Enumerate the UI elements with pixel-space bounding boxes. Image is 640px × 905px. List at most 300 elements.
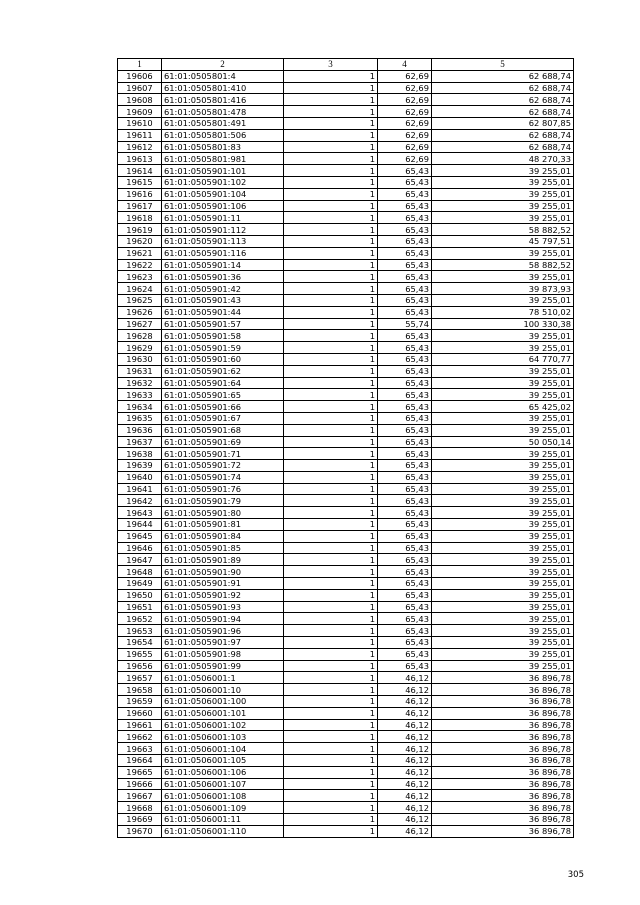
count-cell: 1 — [284, 342, 378, 354]
value-cell: 50 050,14 — [432, 436, 574, 448]
count-cell: 1 — [284, 578, 378, 590]
table-row — [118, 719, 574, 731]
cadastral-number-cell: 61:01:0505901:67 — [162, 412, 284, 424]
cadastral-number-cell: 61:01:0505901:85 — [162, 542, 284, 554]
rate-cell: 62,69 — [378, 153, 432, 165]
count-cell: 1 — [284, 530, 378, 542]
cadastral-number-cell: 61:01:0505901:44 — [162, 306, 284, 318]
count-cell: 1 — [284, 318, 378, 330]
row-number-cell: 19644 — [118, 519, 162, 531]
row-number-cell: 19654 — [118, 637, 162, 649]
count-cell: 1 — [284, 70, 378, 82]
rate-cell: 65,43 — [378, 342, 432, 354]
row-number-cell: 19665 — [118, 766, 162, 778]
rate-cell: 46,12 — [378, 755, 432, 767]
table-body — [118, 59, 574, 838]
row-number-cell: 19621 — [118, 247, 162, 259]
value-cell: 100 330,38 — [432, 318, 574, 330]
row-number-cell: 19633 — [118, 389, 162, 401]
column-header-5: 5 — [432, 59, 574, 71]
value-cell: 62 688,74 — [432, 106, 574, 118]
row-number-cell: 19608 — [118, 94, 162, 106]
row-number-cell: 19641 — [118, 483, 162, 495]
value-cell: 36 896,78 — [432, 731, 574, 743]
rate-cell: 62,69 — [378, 141, 432, 153]
cadastral-number-cell: 61:01:0505901:98 — [162, 648, 284, 660]
value-cell: 39 255,01 — [432, 519, 574, 531]
cadastral-number-cell: 61:01:0505901:106 — [162, 200, 284, 212]
value-cell: 39 255,01 — [432, 542, 574, 554]
count-cell: 1 — [284, 566, 378, 578]
table-row — [118, 401, 574, 413]
table-row — [118, 731, 574, 743]
value-cell: 36 896,78 — [432, 814, 574, 826]
row-number-cell: 19670 — [118, 825, 162, 837]
count-cell: 1 — [284, 554, 378, 566]
count-cell: 1 — [284, 412, 378, 424]
count-cell: 1 — [284, 365, 378, 377]
count-cell: 1 — [284, 377, 378, 389]
row-number-cell: 19635 — [118, 412, 162, 424]
value-cell: 36 896,78 — [432, 684, 574, 696]
count-cell: 1 — [284, 696, 378, 708]
count-cell: 1 — [284, 448, 378, 460]
row-number-cell: 19667 — [118, 790, 162, 802]
value-cell: 39 255,01 — [432, 389, 574, 401]
count-cell: 1 — [284, 672, 378, 684]
rate-cell: 65,43 — [378, 613, 432, 625]
cadastral-number-cell: 61:01:0505901:66 — [162, 401, 284, 413]
rate-cell: 65,43 — [378, 247, 432, 259]
row-number-cell: 19636 — [118, 424, 162, 436]
cadastral-number-cell: 61:01:0505901:91 — [162, 578, 284, 590]
rate-cell: 65,43 — [378, 436, 432, 448]
value-cell: 39 255,01 — [432, 200, 574, 212]
table-row — [118, 271, 574, 283]
rate-cell: 65,43 — [378, 424, 432, 436]
cadastral-number-cell: 61:01:0505901:92 — [162, 589, 284, 601]
table-row — [118, 637, 574, 649]
row-number-cell: 19662 — [118, 731, 162, 743]
rate-cell: 46,12 — [378, 766, 432, 778]
value-cell: 36 896,78 — [432, 743, 574, 755]
cadastral-number-cell: 61:01:0505901:36 — [162, 271, 284, 283]
count-cell: 1 — [284, 306, 378, 318]
rate-cell: 46,12 — [378, 719, 432, 731]
table-row — [118, 94, 574, 106]
count-cell: 1 — [284, 471, 378, 483]
table-row — [118, 648, 574, 660]
count-cell: 1 — [284, 519, 378, 531]
row-number-cell: 19626 — [118, 306, 162, 318]
rate-cell: 62,69 — [378, 129, 432, 141]
row-number-cell: 19661 — [118, 719, 162, 731]
rate-cell: 65,43 — [378, 176, 432, 188]
cadastral-number-cell: 61:01:0506001:106 — [162, 766, 284, 778]
cadastral-number-cell: 61:01:0505901:65 — [162, 389, 284, 401]
count-cell: 1 — [284, 731, 378, 743]
cadastral-number-cell: 61:01:0505901:64 — [162, 377, 284, 389]
row-number-cell: 19647 — [118, 554, 162, 566]
count-cell: 1 — [284, 719, 378, 731]
value-cell: 39 255,01 — [432, 247, 574, 259]
value-cell: 58 882,52 — [432, 224, 574, 236]
cadastral-number-cell: 61:01:0505801:83 — [162, 141, 284, 153]
cadastral-number-cell: 61:01:0506001:102 — [162, 719, 284, 731]
table-row — [118, 448, 574, 460]
rate-cell: 65,43 — [378, 660, 432, 672]
value-cell: 78 510,02 — [432, 306, 574, 318]
cadastral-number-cell: 61:01:0506001:107 — [162, 778, 284, 790]
row-number-cell: 19650 — [118, 589, 162, 601]
value-cell: 39 255,01 — [432, 460, 574, 472]
cadastral-number-cell: 61:01:0505901:81 — [162, 519, 284, 531]
cadastral-number-cell: 61:01:0505901:76 — [162, 483, 284, 495]
table-row — [118, 424, 574, 436]
row-number-cell: 19648 — [118, 566, 162, 578]
table-row — [118, 613, 574, 625]
value-cell: 39 255,01 — [432, 601, 574, 613]
cadastral-number-cell: 61:01:0506001:11 — [162, 814, 284, 826]
rate-cell: 65,43 — [378, 188, 432, 200]
value-cell: 39 255,01 — [432, 412, 574, 424]
value-cell: 39 255,01 — [432, 554, 574, 566]
table-row — [118, 460, 574, 472]
value-cell: 45 797,51 — [432, 235, 574, 247]
table-row — [118, 660, 574, 672]
value-cell: 62 688,74 — [432, 129, 574, 141]
value-cell: 39 255,01 — [432, 495, 574, 507]
count-cell: 1 — [284, 436, 378, 448]
table-row — [118, 283, 574, 295]
cadastral-number-cell: 61:01:0505901:59 — [162, 342, 284, 354]
table-row — [118, 589, 574, 601]
rate-cell: 62,69 — [378, 106, 432, 118]
value-cell: 36 896,78 — [432, 825, 574, 837]
rate-cell: 62,69 — [378, 117, 432, 129]
rate-cell: 65,43 — [378, 283, 432, 295]
count-cell: 1 — [284, 483, 378, 495]
row-number-cell: 19649 — [118, 578, 162, 590]
cadastral-number-cell: 61:01:0505901:93 — [162, 601, 284, 613]
rate-cell: 65,43 — [378, 389, 432, 401]
cadastral-number-cell: 61:01:0505801:478 — [162, 106, 284, 118]
value-cell: 39 255,01 — [432, 625, 574, 637]
count-cell: 1 — [284, 601, 378, 613]
cadastral-number-cell: 61:01:0506001:104 — [162, 743, 284, 755]
row-number-cell: 19627 — [118, 318, 162, 330]
row-number-cell: 19620 — [118, 235, 162, 247]
row-number-cell: 19625 — [118, 294, 162, 306]
count-cell: 1 — [284, 637, 378, 649]
cadastral-number-cell: 61:01:0505901:11 — [162, 212, 284, 224]
rate-cell: 65,43 — [378, 625, 432, 637]
count-cell: 1 — [284, 755, 378, 767]
count-cell: 1 — [284, 424, 378, 436]
rate-cell: 65,43 — [378, 401, 432, 413]
count-cell: 1 — [284, 802, 378, 814]
cadastral-number-cell: 61:01:0505901:74 — [162, 471, 284, 483]
row-number-cell: 19638 — [118, 448, 162, 460]
cadastral-number-cell: 61:01:0505901:68 — [162, 424, 284, 436]
value-cell: 39 255,01 — [432, 530, 574, 542]
count-cell: 1 — [284, 129, 378, 141]
rate-cell: 65,43 — [378, 200, 432, 212]
value-cell: 39 255,01 — [432, 365, 574, 377]
cadastral-number-cell: 61:01:0505901:116 — [162, 247, 284, 259]
table-row — [118, 519, 574, 531]
row-number-cell: 19629 — [118, 342, 162, 354]
table-row — [118, 825, 574, 837]
row-number-cell: 19666 — [118, 778, 162, 790]
count-cell: 1 — [284, 707, 378, 719]
count-cell: 1 — [284, 224, 378, 236]
rate-cell: 65,43 — [378, 542, 432, 554]
rate-cell: 46,12 — [378, 790, 432, 802]
value-cell: 62 688,74 — [432, 141, 574, 153]
cadastral-number-cell: 61:01:0506001:105 — [162, 755, 284, 767]
rate-cell: 65,43 — [378, 412, 432, 424]
table-row — [118, 247, 574, 259]
count-cell: 1 — [284, 200, 378, 212]
rate-cell: 65,43 — [378, 448, 432, 460]
table-row — [118, 365, 574, 377]
row-number-cell: 19631 — [118, 365, 162, 377]
rate-cell: 65,43 — [378, 235, 432, 247]
count-cell: 1 — [284, 648, 378, 660]
cadastral-number-cell: 61:01:0505901:58 — [162, 330, 284, 342]
cadastral-number-cell: 61:01:0505901:97 — [162, 637, 284, 649]
rate-cell: 46,12 — [378, 684, 432, 696]
row-number-cell: 19651 — [118, 601, 162, 613]
row-number-cell: 19669 — [118, 814, 162, 826]
cadastral-number-cell: 61:01:0505801:491 — [162, 117, 284, 129]
table-row — [118, 377, 574, 389]
row-number-cell: 19663 — [118, 743, 162, 755]
cadastral-number-cell: 61:01:0505901:96 — [162, 625, 284, 637]
table-row — [118, 471, 574, 483]
value-cell: 39 255,01 — [432, 424, 574, 436]
value-cell: 48 270,33 — [432, 153, 574, 165]
count-cell: 1 — [284, 460, 378, 472]
value-cell: 36 896,78 — [432, 778, 574, 790]
rate-cell: 65,43 — [378, 306, 432, 318]
rate-cell: 65,43 — [378, 460, 432, 472]
count-cell: 1 — [284, 542, 378, 554]
table-row — [118, 755, 574, 767]
rate-cell: 46,12 — [378, 696, 432, 708]
row-number-cell: 19664 — [118, 755, 162, 767]
value-cell: 36 896,78 — [432, 766, 574, 778]
rate-cell: 65,43 — [378, 330, 432, 342]
cadastral-number-cell: 61:01:0505801:410 — [162, 82, 284, 94]
rate-cell: 65,43 — [378, 365, 432, 377]
value-cell: 36 896,78 — [432, 802, 574, 814]
row-number-cell: 19659 — [118, 696, 162, 708]
table-row — [118, 802, 574, 814]
rate-cell: 65,43 — [378, 637, 432, 649]
rate-cell: 65,43 — [378, 224, 432, 236]
table-row — [118, 578, 574, 590]
value-cell: 39 255,01 — [432, 566, 574, 578]
rate-cell: 46,12 — [378, 743, 432, 755]
row-number-cell: 19622 — [118, 259, 162, 271]
count-cell: 1 — [284, 684, 378, 696]
row-number-cell: 19619 — [118, 224, 162, 236]
value-cell: 39 255,01 — [432, 471, 574, 483]
rate-cell: 46,12 — [378, 707, 432, 719]
value-cell: 39 255,01 — [432, 578, 574, 590]
rate-cell: 65,43 — [378, 271, 432, 283]
column-header-4: 4 — [378, 59, 432, 71]
cadastral-number-cell: 61:01:0506001:1 — [162, 672, 284, 684]
cadastral-number-cell: 61:01:0505901:89 — [162, 554, 284, 566]
table-row — [118, 766, 574, 778]
table-row — [118, 353, 574, 365]
value-cell: 39 873,93 — [432, 283, 574, 295]
cadastral-number-cell: 61:01:0505901:99 — [162, 660, 284, 672]
rate-cell: 65,43 — [378, 294, 432, 306]
row-number-cell: 19613 — [118, 153, 162, 165]
value-cell: 39 255,01 — [432, 212, 574, 224]
table-row — [118, 188, 574, 200]
value-cell: 39 255,01 — [432, 342, 574, 354]
row-number-cell: 19634 — [118, 401, 162, 413]
value-cell: 39 255,01 — [432, 660, 574, 672]
row-number-cell: 19643 — [118, 507, 162, 519]
cadastral-number-cell: 61:01:0505901:62 — [162, 365, 284, 377]
value-cell: 39 255,01 — [432, 448, 574, 460]
rate-cell: 65,43 — [378, 471, 432, 483]
cadastral-number-cell: 61:01:0505901:69 — [162, 436, 284, 448]
rate-cell: 55,74 — [378, 318, 432, 330]
rate-cell: 46,12 — [378, 802, 432, 814]
row-number-cell: 19612 — [118, 141, 162, 153]
rate-cell: 65,43 — [378, 377, 432, 389]
row-number-cell: 19639 — [118, 460, 162, 472]
table-row — [118, 212, 574, 224]
table-row — [118, 778, 574, 790]
value-cell: 39 255,01 — [432, 637, 574, 649]
row-number-cell: 19616 — [118, 188, 162, 200]
table-row — [118, 389, 574, 401]
table-row — [118, 200, 574, 212]
rate-cell: 65,43 — [378, 212, 432, 224]
table-row — [118, 224, 574, 236]
cadastral-number-cell: 61:01:0505801:981 — [162, 153, 284, 165]
row-number-cell: 19630 — [118, 353, 162, 365]
count-cell: 1 — [284, 825, 378, 837]
count-cell: 1 — [284, 212, 378, 224]
value-cell: 58 882,52 — [432, 259, 574, 271]
count-cell: 1 — [284, 507, 378, 519]
value-cell: 62 688,74 — [432, 70, 574, 82]
rate-cell: 65,43 — [378, 554, 432, 566]
rate-cell: 65,43 — [378, 519, 432, 531]
row-number-cell: 19618 — [118, 212, 162, 224]
rate-cell: 65,43 — [378, 578, 432, 590]
row-number-cell: 19637 — [118, 436, 162, 448]
cadastral-number-cell: 61:01:0505901:113 — [162, 235, 284, 247]
cadastral-number-cell: 61:01:0506001:103 — [162, 731, 284, 743]
count-cell: 1 — [284, 94, 378, 106]
row-number-cell: 19617 — [118, 200, 162, 212]
row-number-cell: 19606 — [118, 70, 162, 82]
count-cell: 1 — [284, 106, 378, 118]
value-cell: 36 896,78 — [432, 672, 574, 684]
column-header-2: 2 — [162, 59, 284, 71]
value-cell: 39 255,01 — [432, 271, 574, 283]
row-number-cell: 19655 — [118, 648, 162, 660]
rate-cell: 46,12 — [378, 778, 432, 790]
count-cell: 1 — [284, 401, 378, 413]
column-header-3: 3 — [284, 59, 378, 71]
count-cell: 1 — [284, 283, 378, 295]
cadastral-number-cell: 61:01:0505901:71 — [162, 448, 284, 460]
cadastral-number-cell: 61:01:0505901:80 — [162, 507, 284, 519]
table-row — [118, 294, 574, 306]
rate-cell: 65,43 — [378, 483, 432, 495]
value-cell: 39 255,01 — [432, 294, 574, 306]
cadastral-number-cell: 61:01:0505901:102 — [162, 176, 284, 188]
row-number-cell: 19656 — [118, 660, 162, 672]
column-header-1: 1 — [118, 59, 162, 71]
count-cell: 1 — [284, 141, 378, 153]
count-cell: 1 — [284, 117, 378, 129]
cadastral-number-cell: 61:01:0506001:10 — [162, 684, 284, 696]
table-row — [118, 707, 574, 719]
rate-cell: 62,69 — [378, 94, 432, 106]
value-cell: 39 255,01 — [432, 613, 574, 625]
count-cell: 1 — [284, 82, 378, 94]
rate-cell: 65,43 — [378, 601, 432, 613]
row-number-cell: 19658 — [118, 684, 162, 696]
table-row — [118, 235, 574, 247]
table-row — [118, 684, 574, 696]
row-number-cell: 19660 — [118, 707, 162, 719]
rate-cell: 65,43 — [378, 259, 432, 271]
table-row — [118, 672, 574, 684]
table-row — [118, 554, 574, 566]
cadastral-number-cell: 61:01:0506001:109 — [162, 802, 284, 814]
cadastral-number-cell: 61:01:0506001:100 — [162, 696, 284, 708]
cadastral-number-cell: 61:01:0505901:112 — [162, 224, 284, 236]
table-row — [118, 342, 574, 354]
table-row — [118, 82, 574, 94]
count-cell: 1 — [284, 790, 378, 802]
table-row — [118, 412, 574, 424]
rate-cell: 65,43 — [378, 507, 432, 519]
count-cell: 1 — [284, 176, 378, 188]
row-number-cell: 19628 — [118, 330, 162, 342]
value-cell: 65 425,02 — [432, 401, 574, 413]
cadastral-number-cell: 61:01:0505801:416 — [162, 94, 284, 106]
table-row — [118, 259, 574, 271]
value-cell: 62 688,74 — [432, 82, 574, 94]
cadastral-number-cell: 61:01:0505901:57 — [162, 318, 284, 330]
table-row — [118, 530, 574, 542]
count-cell: 1 — [284, 495, 378, 507]
rate-cell: 65,43 — [378, 589, 432, 601]
rate-cell: 65,43 — [378, 165, 432, 177]
header-row — [118, 59, 574, 71]
rate-cell: 62,69 — [378, 70, 432, 82]
table-row — [118, 814, 574, 826]
cadastral-number-cell: 61:01:0506001:108 — [162, 790, 284, 802]
row-number-cell: 19624 — [118, 283, 162, 295]
count-cell: 1 — [284, 814, 378, 826]
value-cell: 36 896,78 — [432, 707, 574, 719]
